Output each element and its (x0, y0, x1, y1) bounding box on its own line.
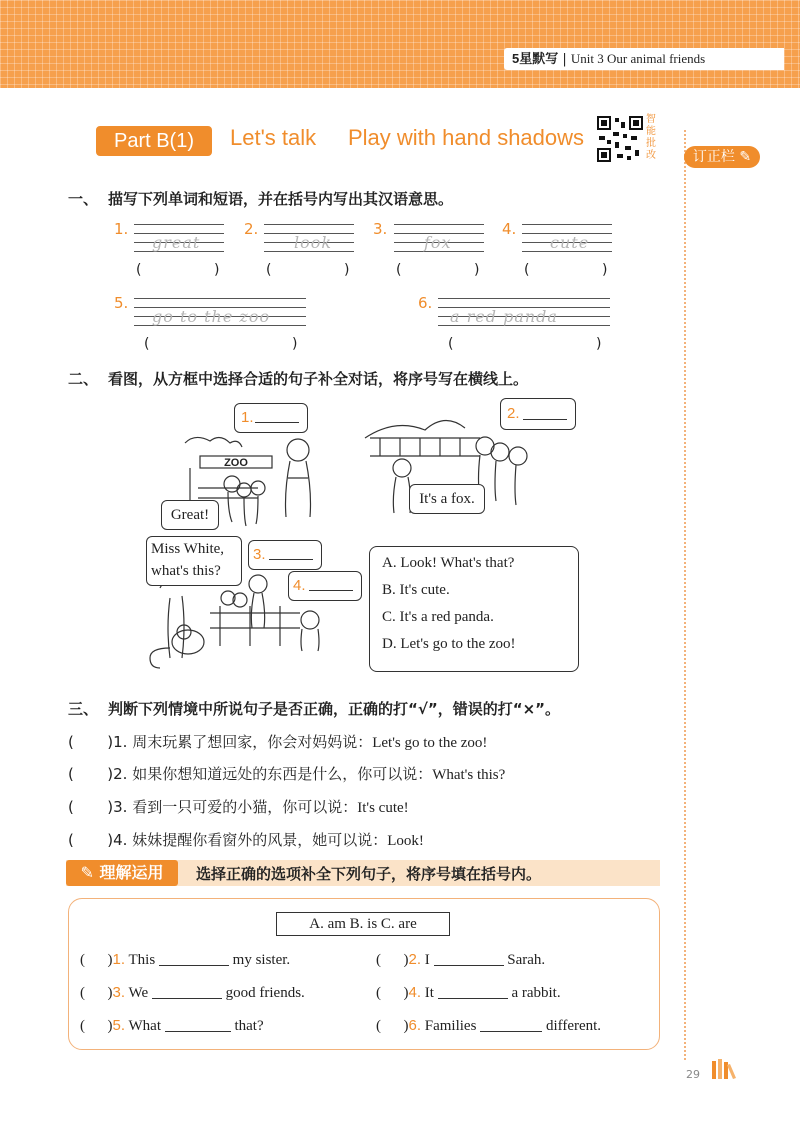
answer-paren[interactable]: ( ) (448, 336, 602, 352)
correction-column-label: 订正栏 ✎ (684, 146, 760, 168)
writing-lines (264, 224, 354, 260)
correction-column-line (684, 130, 688, 1060)
writing-lines (394, 224, 484, 260)
zoo-sign: ZOO (224, 457, 248, 469)
answer-blank[interactable] (523, 419, 567, 420)
answer-paren[interactable]: ( ) (144, 336, 298, 352)
item-number: 3. (373, 220, 388, 238)
fill-item: ( )2. I Sarah. (376, 951, 546, 968)
choices-box: A. am B. is C. are (276, 912, 450, 936)
option-b: B. It's cute. (382, 582, 450, 598)
qr-code-icon[interactable] (597, 116, 643, 162)
answer-paren[interactable]: ( ) (376, 1018, 409, 1034)
trace-word: go to the zoo (152, 307, 271, 326)
options-box (369, 546, 579, 672)
talk-title: Let's talk (230, 125, 317, 150)
option-a: A. Look! What's that? (382, 555, 515, 571)
books-icon (710, 1058, 740, 1080)
note-icon: ✎ (80, 863, 94, 882)
answer-blank[interactable] (269, 559, 313, 560)
item-number: 5. (114, 294, 129, 312)
writing-lines (522, 224, 612, 260)
section3-title: 三、 判断下列情境中所说句子是否正确，正确的打“√”，错误的打“×”。 (68, 700, 561, 718)
answer-paren[interactable]: ( ) (80, 952, 113, 968)
speech-bubble-2: 2. (500, 398, 576, 430)
judge-item: ( )2. 如果你想知道远处的东西是什么，你可以说：What's this? (68, 765, 506, 783)
answer-blank[interactable] (434, 951, 504, 966)
qr-caption: 智能批改 (646, 114, 656, 161)
trace-word: great (152, 233, 201, 252)
trace-word: fox (424, 233, 452, 252)
answer-paren[interactable]: ( ) (68, 798, 114, 816)
answer-paren[interactable]: ( ) (376, 952, 409, 968)
answer-blank[interactable] (480, 1017, 542, 1032)
judge-item: ( )3. 看到一只可爱的小猫，你可以说：It's cute! (68, 798, 409, 816)
section1-title: 一、 描写下列单词和短语，并在括号内写出其汉语意思。 (68, 190, 454, 208)
pencil-icon: ✎ (739, 149, 752, 165)
brand-label: 5星默写 (512, 51, 559, 66)
item-number: 1. (114, 220, 129, 238)
judge-item: ( )4. 妹妹提醒你看窗外的风景，她可以说：Look! (68, 831, 424, 849)
fill-item: ( )4. It a rabbit. (376, 984, 561, 1001)
answer-paren[interactable]: ( ) (68, 733, 114, 751)
speech-bubble-miss-white: Miss White, what's this? (146, 536, 242, 586)
answer-paren[interactable]: ( ) (68, 831, 114, 849)
speech-bubble-1: 1. (234, 403, 308, 433)
page-number: 29 (686, 1068, 700, 1081)
judge-item: ( )1. 周末玩累了想回家，你会对妈妈说：Let's go to the zoo! (68, 733, 488, 751)
unit-label: Unit 3 Our animal friends (570, 51, 706, 66)
answer-blank[interactable] (159, 951, 229, 966)
apply-instruction: 选择正确的选项补全下列句子，将序号填在括号内。 (196, 865, 542, 883)
trace-word: cute (550, 233, 590, 252)
writing-lines (438, 298, 610, 334)
apply-label: ✎ 理解运用 (66, 860, 178, 886)
answer-blank[interactable] (309, 590, 353, 591)
item-number: 4. (502, 220, 517, 238)
fill-item: ( )1. This my sister. (80, 951, 291, 968)
speech-bubble-3: 3. (248, 540, 322, 570)
topic-title: Play with hand shadows (348, 125, 585, 150)
answer-paren[interactable]: ( ) (266, 262, 350, 278)
answer-paren[interactable]: ( ) (524, 262, 608, 278)
speech-bubble-great: Great! (161, 500, 219, 530)
apply-banner (66, 860, 660, 886)
answer-blank[interactable] (438, 984, 508, 999)
writing-lines (134, 224, 224, 260)
answer-paren[interactable]: ( ) (80, 985, 113, 1001)
part-badge: Part B(1) (96, 126, 212, 156)
item-number: 6. (418, 294, 433, 312)
fill-item: ( )6. Families different. (376, 1017, 602, 1034)
answer-blank[interactable] (152, 984, 222, 999)
speech-bubble-4: 4. (288, 571, 362, 601)
option-c: C. It's a red panda. (382, 609, 494, 625)
answer-paren[interactable]: ( ) (136, 262, 220, 278)
fill-item: ( )3. We good friends. (80, 984, 305, 1001)
header-band (0, 0, 800, 88)
trace-word: a red panda (450, 307, 558, 326)
writing-lines (134, 298, 306, 334)
option-d: D. Let's go to the zoo! (382, 636, 516, 652)
answer-blank[interactable] (255, 422, 299, 423)
unit-tag: 5星默写 | Unit 3 Our animal friends (504, 48, 784, 70)
answer-paren[interactable]: ( ) (80, 1018, 113, 1034)
fill-item: ( )5. What that? (80, 1017, 264, 1034)
answer-paren[interactable]: ( ) (396, 262, 480, 278)
trace-word: look (294, 233, 333, 252)
answer-blank[interactable] (165, 1017, 231, 1032)
answer-paren[interactable]: ( ) (376, 985, 409, 1001)
speech-bubble-fox: It's a fox. (409, 484, 485, 514)
item-number: 2. (244, 220, 259, 238)
section2-title: 二、 看图，从方框中选择合适的句子补全对话，将序号写在横线上。 (68, 370, 529, 388)
answer-paren[interactable]: ( ) (68, 765, 114, 783)
